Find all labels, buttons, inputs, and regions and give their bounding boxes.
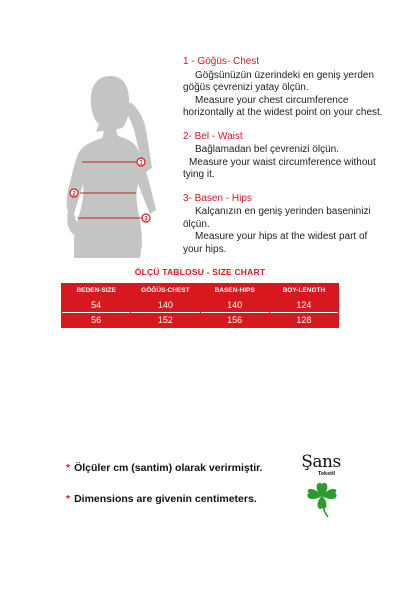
header-chest: GÖĞÜS-CHEST [131, 284, 200, 298]
measure-marker-2 [70, 189, 78, 198]
header-hips: BASEN-HIPS [200, 284, 269, 298]
brand-subtitle: Tekstil [318, 471, 336, 477]
instruction-hips-line: your hips. [183, 243, 227, 255]
note-units-english [66, 493, 257, 505]
instruction-chest-line: horizontally at the widest point on your chest. [183, 107, 383, 118]
cell-size: 56 [62, 313, 131, 328]
instruction-waist-line: tying it. [183, 169, 215, 180]
cell-chest: 152 [131, 313, 200, 328]
note-units-turkish [66, 462, 263, 474]
size-chart-title: ÖLÇÜ TABLOSU - SIZE CHART [134, 267, 266, 277]
cell-hips: 156 [200, 313, 269, 328]
clover-icon [306, 480, 338, 518]
note-star: * [66, 462, 71, 474]
brand-logo [296, 452, 346, 524]
cell-hips: 140 [200, 298, 269, 313]
instruction-waist-line: Bağlamadan bel çevrenizi ölçün. [195, 144, 339, 155]
measurement-instructions [183, 56, 388, 267]
instruction-chest-line: Göğsünüzün üzerindeki en geniş yerden [195, 69, 375, 81]
instruction-chest-title: 1 - Göğüs- Chest [183, 56, 260, 67]
brand-name: Şans [301, 452, 341, 472]
instruction-waist-line: Measure your waist circumference without [189, 156, 376, 168]
body-silhouette-illustration [52, 72, 174, 258]
instruction-hips-line: Kalçanızın en geniş yerinden baseninizi [195, 206, 371, 217]
instruction-chest-line: göğüs çevrenizi yatay ölçün. [183, 82, 309, 93]
body-silhouette-figure [52, 72, 174, 258]
marker-3-number: 3 [144, 216, 148, 223]
cell-size: 54 [62, 298, 131, 313]
size-chart-table [61, 283, 339, 328]
instruction-chest [183, 56, 388, 120]
instruction-chest-line: Measure your chest circumference [195, 94, 349, 106]
cell-length: 124 [269, 298, 338, 313]
note-text: Dimensions are givenin centimeters. [74, 493, 257, 505]
header-size: BEDEN-SIZE [62, 284, 131, 298]
measure-marker-1 [137, 158, 145, 167]
note-text: Ölçüler cm (santim) olarak verirmiştir. [74, 462, 263, 474]
measure-marker-3 [142, 214, 150, 223]
instruction-waist-title: 2- Bel - Waist [183, 130, 243, 142]
instruction-waist [183, 131, 388, 182]
instruction-hips [183, 193, 388, 257]
table-header-row [62, 284, 339, 298]
instruction-hips-title: 3- Basen - Hips [183, 192, 252, 204]
table-row [62, 298, 339, 313]
cell-chest: 140 [131, 298, 200, 313]
table-row [62, 313, 339, 328]
marker-2-number: 2 [72, 191, 76, 198]
instruction-hips-line: ölçün. [183, 218, 210, 230]
note-star: * [66, 493, 71, 505]
instruction-hips-line: Measure your hips at the widest part of [195, 231, 368, 242]
header-length: BOY-LENGTH [269, 284, 338, 298]
marker-1-number: 1 [139, 160, 143, 167]
cell-length: 128 [269, 313, 338, 328]
